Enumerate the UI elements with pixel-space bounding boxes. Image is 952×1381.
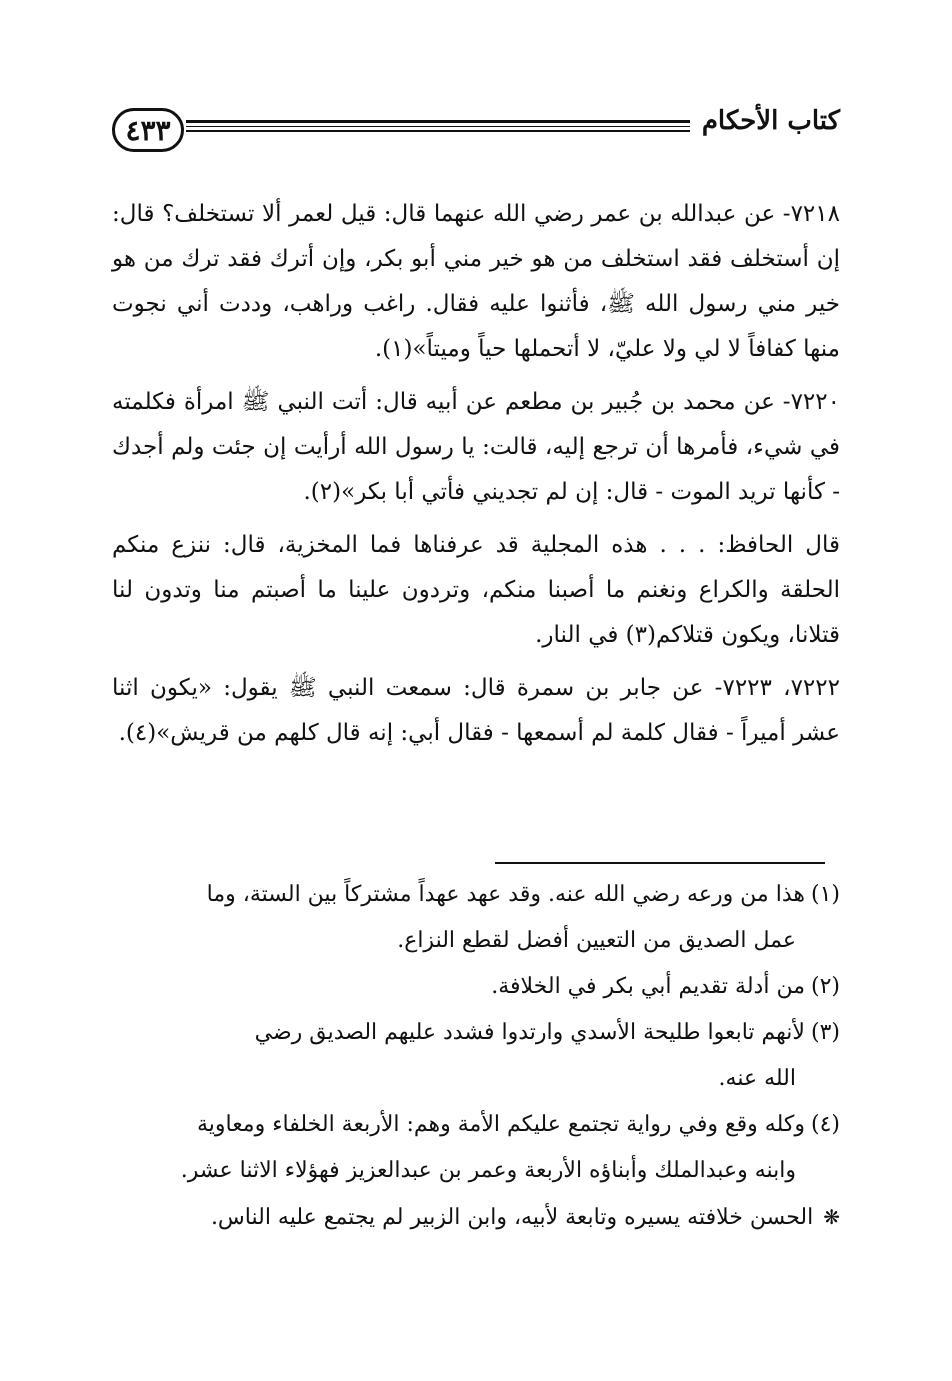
star-note-text: الحسن خلافته يسيره وتابعة لأبيه، وابن الزبير لم يجتمع عليه الناس. bbox=[210, 1205, 814, 1230]
footnotes bbox=[112, 872, 840, 1241]
footnote-4 bbox=[112, 1102, 840, 1148]
footnote-3-continuation: الله عنه. bbox=[718, 1066, 796, 1091]
footnote-text: من أدلة تقديم أبي بكر في الخلافة. bbox=[491, 974, 805, 999]
page-number: ٤٣٣ bbox=[112, 108, 184, 152]
footnote-4-continuation: وابنه وعبدالملك وأبناؤه الأربعة وعمر بن عبدالعزيز فهؤلاء الاثنا عشر. bbox=[180, 1158, 796, 1183]
footnote-divider bbox=[495, 862, 825, 864]
footnote-number: (٤) bbox=[810, 1112, 840, 1137]
footnote-1-continuation: عمل الصديق من التعيين أفضل لقطع النزاع. bbox=[397, 928, 796, 953]
hadith-7222-7223: ٧٢٢٢، ٧٢٢٣- عن جابر بن سمرة قال: سمعت النبي ﷺ يقول: «يكون اثنا عشر أميراً - فقال كلمة لم أسمعها - فقال أبي: إنه قال كلهم من قريش»(٤). bbox=[112, 675, 840, 746]
footnote-text: لأنهم تابعوا طليحة الأسدي وارتدوا فشدد عليهم الصديق رضي bbox=[254, 1020, 805, 1045]
footnote-text: هذا من ورعه رضي الله عنه. وقد عهد عهداً مشتركاً بين الستة، وما bbox=[206, 882, 805, 907]
footnote-number: (٢) bbox=[810, 974, 840, 999]
hadith-7220: ٧٢٢٠- عن محمد بن جُبير بن مطعم عن أبيه قال: أتت النبي ﷺ امرأة فكلمته في شيء، فأمرها أن ترجع إليه، قالت: يا رسول الله أرأيت إن جئت ولم أجدك - كأنها تريد الموت - قال: إن لم تجديني فأتي أبا بكر»(٢). bbox=[112, 389, 840, 505]
hafiz-comment: قال الحافظ: . . . هذه المجلية قد عرفناها فما المخزية، قال: ننزع منكم الحلقة والكراع ونغنم ما أصبنا منكم، وتردون علينا ما أصبتم منا وتدون لنا قتلانا، ويكون قتلاكم(٣) في النار. bbox=[112, 532, 840, 648]
footnote-3 bbox=[112, 1010, 840, 1056]
footnote-number: (٣) bbox=[810, 1020, 840, 1045]
main-text bbox=[112, 192, 840, 764]
footnote-2 bbox=[112, 964, 840, 1010]
header-rule bbox=[186, 120, 690, 132]
hadith-7218: ٧٢١٨- عن عبدالله بن عمر رضي الله عنهما قال: قيل لعمر ألا تستخلف؟ قال: إن أستخلف فقد استخلف من هو خير مني أبو بكر، وإن أترك فقد ترك من هو خير مني رسول الله ﷺ، فأثنوا عليه فقال. راغب وراهب، وددت أني نجوت منها كفافاً لا لي ولا عليّ، لا أتحملها حياً وميتاً»(١). bbox=[112, 201, 840, 362]
footnote-text: وكله وقع وفي رواية تجتمع عليكم الأمة وهم: الأربعة الخلفاء ومعاوية bbox=[196, 1112, 805, 1137]
footnote-number: (١) bbox=[810, 882, 840, 907]
asterisk-icon: ❋ bbox=[823, 1205, 840, 1229]
page-header bbox=[112, 100, 840, 164]
star-note bbox=[112, 1194, 840, 1241]
book-title: كتاب الأحكام bbox=[701, 106, 840, 136]
footnote-1 bbox=[112, 872, 840, 918]
